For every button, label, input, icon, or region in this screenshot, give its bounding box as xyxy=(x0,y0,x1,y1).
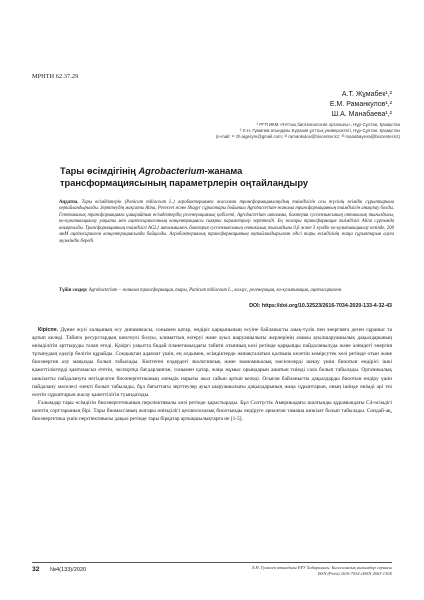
keywords xyxy=(59,288,394,294)
journal-info xyxy=(251,565,392,577)
affiliation-line: ² Л.Н. Гумилев атындағы Еуразия ұлттық университеті, Нұр-Сұлтан, Қазақстан xyxy=(239,127,400,133)
title-genus-italic: Agrobacterium xyxy=(138,166,205,176)
keywords-text: Agrobacterium – жанама трансформация, тары, Panicum miliaceum L., каллус, регенерация, ко-культивация, ацетосирингон. xyxy=(88,288,343,293)
title-line-2: трансформациясының параметрлерін оңтайландыру xyxy=(60,178,309,188)
title-line-1: Тары өсімдігінің Agrobacterium-жанама xyxy=(60,166,243,176)
intro-paragraph-1: Кіріспе. Дүние жүзі халқының өсу динамикасы, сонымен қатар, өндіріс қарқынының өсуіне байланысты азық-түлік пен энергияға деген сұраныс та артып келеді. Табиғи ресурстардың шектеулі болуы, климаттың өзгеруі және ауыл шаруашылығы жерлерінің азаюы ауылшаруашылық дақылдарының өнімділігін арттыруды талап етеді. Қазіргі уақытта бидай планетамыздағы табиғи отынның көзі ретінде қарқынды пайдаланылуда және әлемдегі энергия тұтынудың едәуір бөлігін құрайды. Сондықтан адамзат үшін, ең алдымен, өсімдіктерде жинақталатын қалпына келетін көмірсутек көзі ретінде отын және биоэнергия алу маңызды болып табылады. Көптеген елдердегі экологиялық және экономикалық мәселелерді шешу үшін биоотын өндірісі ішкі қажеттіліктерді қамтамасыз ететін, экспортқа бағдарланған, сонымен қатар, жаңа жұмыс орындарын ашатын тиімді сала болып табылады. Органикалық шикізатты пайдалануға негізделген биоэнергетиканың әлемдік нарығы жыл сайын артып келеді. Осыған байланысты дақылдарды биоотын өндіру үшін пайдалану мәселесі өзекті болып табылады, бұл бағыттағы зерттеулер ауыл шаруашылығы дақылдарының жаңа сұрыптарын, оның ішінде өнімді әрі тез өсетін сұрыптарын жасау қажеттілігін туындатады. xyxy=(32,327,392,398)
journal-issn: ISSN (Print) 2616-7034 eISSN 2663-130X xyxy=(317,570,392,576)
affiliation-line: ¹ РГП ИКМ «Ұлттық биотехнология орталығы», Нұр-Сұлтан, Қазақстан xyxy=(256,122,400,127)
author-list xyxy=(330,90,392,119)
page-number: 32 xyxy=(32,566,40,573)
issue-number: №4(133)/2020 xyxy=(50,567,87,573)
doi-link[interactable]: DOI: https://doi.org/10.32523/2616-7034-2020-133-4-32-43 xyxy=(249,303,392,309)
affiliation-emails: (e-mail: ¹¹ zh.aigerym@gmail.com; ²² ramankulov@biocenter.kz; ³³ manabayeva@biocenter.kz) xyxy=(215,133,400,139)
abstract xyxy=(59,200,394,245)
abstract-label: Аңдатпа. xyxy=(59,200,79,205)
udc-code: МРНТИ 62.37.29 xyxy=(32,73,79,80)
author-name: Е.М. Раманкулов¹,² xyxy=(329,100,392,108)
footer-divider xyxy=(32,562,392,563)
intro-paragraph-2: Ғалымдар тары өсімдігін биоэнергетиканың перспективалы көзі ретінде қарастырады. Бұл Солтүстік Америкадағы шалғынды құрамындағы С4-өсімдігі шөптің сорттарының бірі. Тары биомассаның жоғары өнімділігі целлюлозалық биоотынды өндіруге арналған тамаша шикізат болып табылады. Сондай-ақ, биоэнергетика үшін перспективалы дақыл ретінде тары бірқатар артықшылықтарға ие [1-5]. xyxy=(32,399,392,423)
author-name: А.Т. Жұмабек¹,² xyxy=(341,91,392,98)
keywords-label: Түйін сөздер: xyxy=(59,288,88,293)
article-title xyxy=(60,165,360,189)
author-name: Ш.А. Манабаева¹,² xyxy=(331,110,392,118)
abstract-text: Тары өсімдіктерін (Panicum miliaceum L.) агробактериямен жасалған трансформацияланудың тиімділігін осы түсінің өсімдік сұрыптарына оңтайландырылды. Зерттеудің мақсаты Alina, Peresvet және Shagyr сұрыптары бойынша Agrobacterium-жанама трансформацияның тиімділігін анықтау болды. Генетикалық трансформацияға ұшырайтын өсімдіктердің регенерациялық қабілеті, Agrobacterium штаммы, бактерия суспензиясының оптикалық тығыздығы, ко-культивациялау уақыты мен ацетосирингонның концентрациясы сияқты параметрлер зерттелді. Ең жоғары трансформация тиімділігі Alina сұрпында анықталды. Трансформацияның тиімділігі AGL1 штаммымен, бактерия суспензиясының оптикалық тығыздығы 0,6 және 3 күндік ко-культивациялау кезінде, 200 мкМ ацетосирингон концентрациясында байқалды. Агробактериялық трансформацияның оңтайландырылған әдісі тары өсімдігінің жаңа сұрыптарын алуға мүмкіндік береді. xyxy=(59,200,395,244)
journal-title: Л.Н. Гумилев атындағы ЕҰУ Хабаршысы. Биологиялық ғылымдар сериясы xyxy=(251,565,392,570)
article-body xyxy=(32,326,392,423)
intro-heading: Кіріспе. xyxy=(38,327,59,333)
affiliations xyxy=(150,122,400,140)
